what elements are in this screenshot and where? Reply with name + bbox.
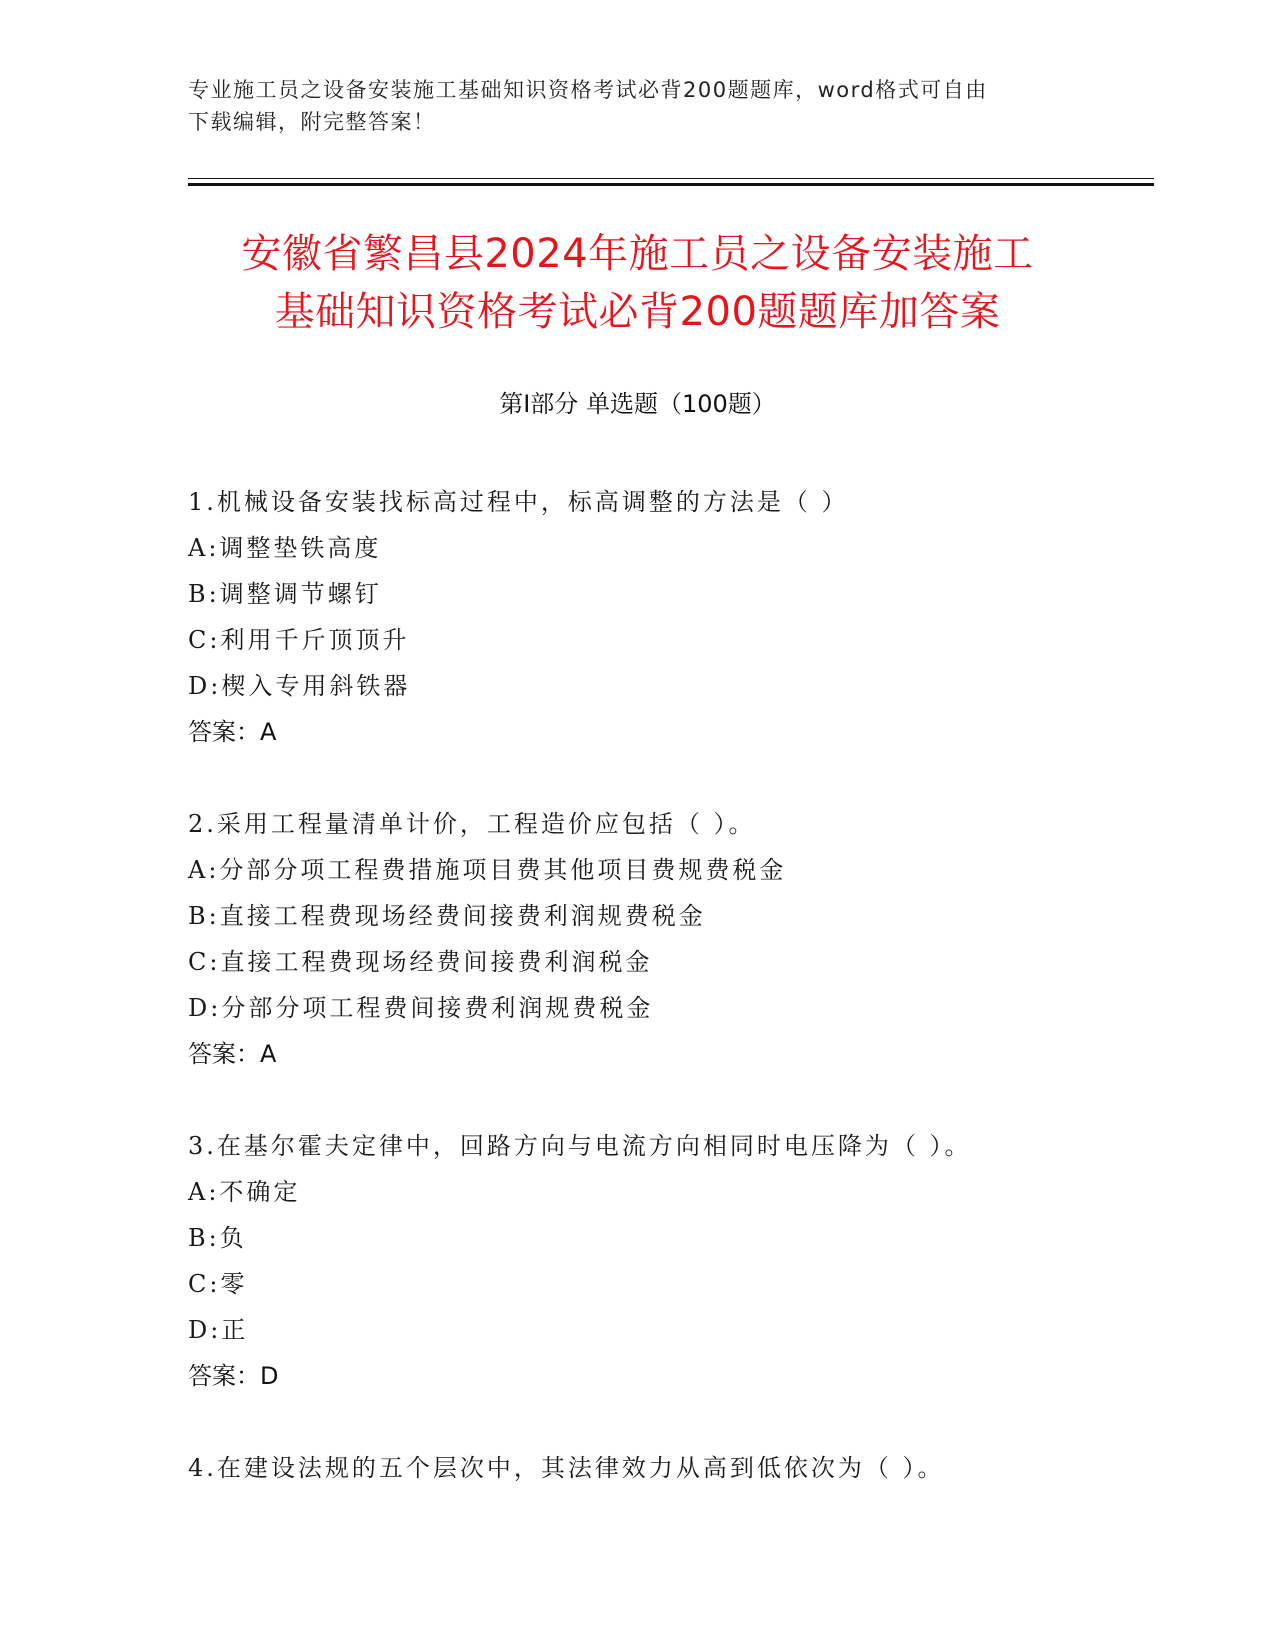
question-list [188, 479, 1154, 1537]
option-d: D:分部分项工程费间接费利润规费税金 [188, 994, 654, 1022]
document-title-line-2: 基础知识资格考试必背200题题库加答案 [274, 289, 1001, 335]
question-stem: 4.在建设法规的五个层次中，其法律效力从高到低依次为（ ）。 [188, 1454, 945, 1482]
option-b: B:负 [188, 1224, 247, 1252]
document-title [100, 225, 1175, 341]
answer: 答案：D [188, 1362, 279, 1390]
option-c: C:利用千斤顶顶升 [188, 626, 410, 654]
answer: 答案：A [188, 1040, 277, 1068]
question-stem: 1.机械设备安装找标高过程中，标高调整的方法是（ ） [188, 488, 849, 516]
question-1 [188, 479, 1154, 755]
document-title-line-1: 安徽省繁昌县2024年施工员之设备安装施工 [241, 231, 1034, 277]
header-note-line-2: 下载编辑，附完整答案！ [188, 110, 436, 134]
section-title: 第Ⅰ部分 单选题（100题） [499, 390, 776, 418]
question-3 [188, 1123, 1154, 1399]
header-note [188, 74, 1088, 138]
option-a: A:调整垫铁高度 [188, 534, 382, 562]
question-4 [188, 1445, 1154, 1491]
question-stem: 2.采用工程量清单计价，工程造价应包括（ ）。 [188, 810, 756, 838]
header-rule-thick [188, 183, 1154, 186]
option-c: C:直接工程费现场经费间接费利润税金 [188, 948, 653, 976]
option-a: A:分部分项工程费措施项目费其他项目费规费税金 [188, 856, 787, 884]
question-2 [188, 801, 1154, 1077]
option-c: C:零 [188, 1270, 248, 1298]
option-b: B:直接工程费现场经费间接费利润规费税金 [188, 902, 706, 930]
option-a: A:不确定 [188, 1178, 301, 1206]
header-rule-thin [188, 178, 1154, 179]
option-d: D:楔入专用斜铁器 [188, 672, 411, 700]
answer: 答案：A [188, 718, 277, 746]
option-b: B:调整调节螺钉 [188, 580, 382, 608]
option-d: D:正 [188, 1316, 249, 1344]
header-note-line-1: 专业施工员之设备安装施工基础知识资格考试必背200题题库，word格式可自由 [188, 78, 988, 102]
question-stem: 3.在基尔霍夫定律中，回路方向与电流方向相同时电压降为（ ）。 [188, 1132, 972, 1160]
